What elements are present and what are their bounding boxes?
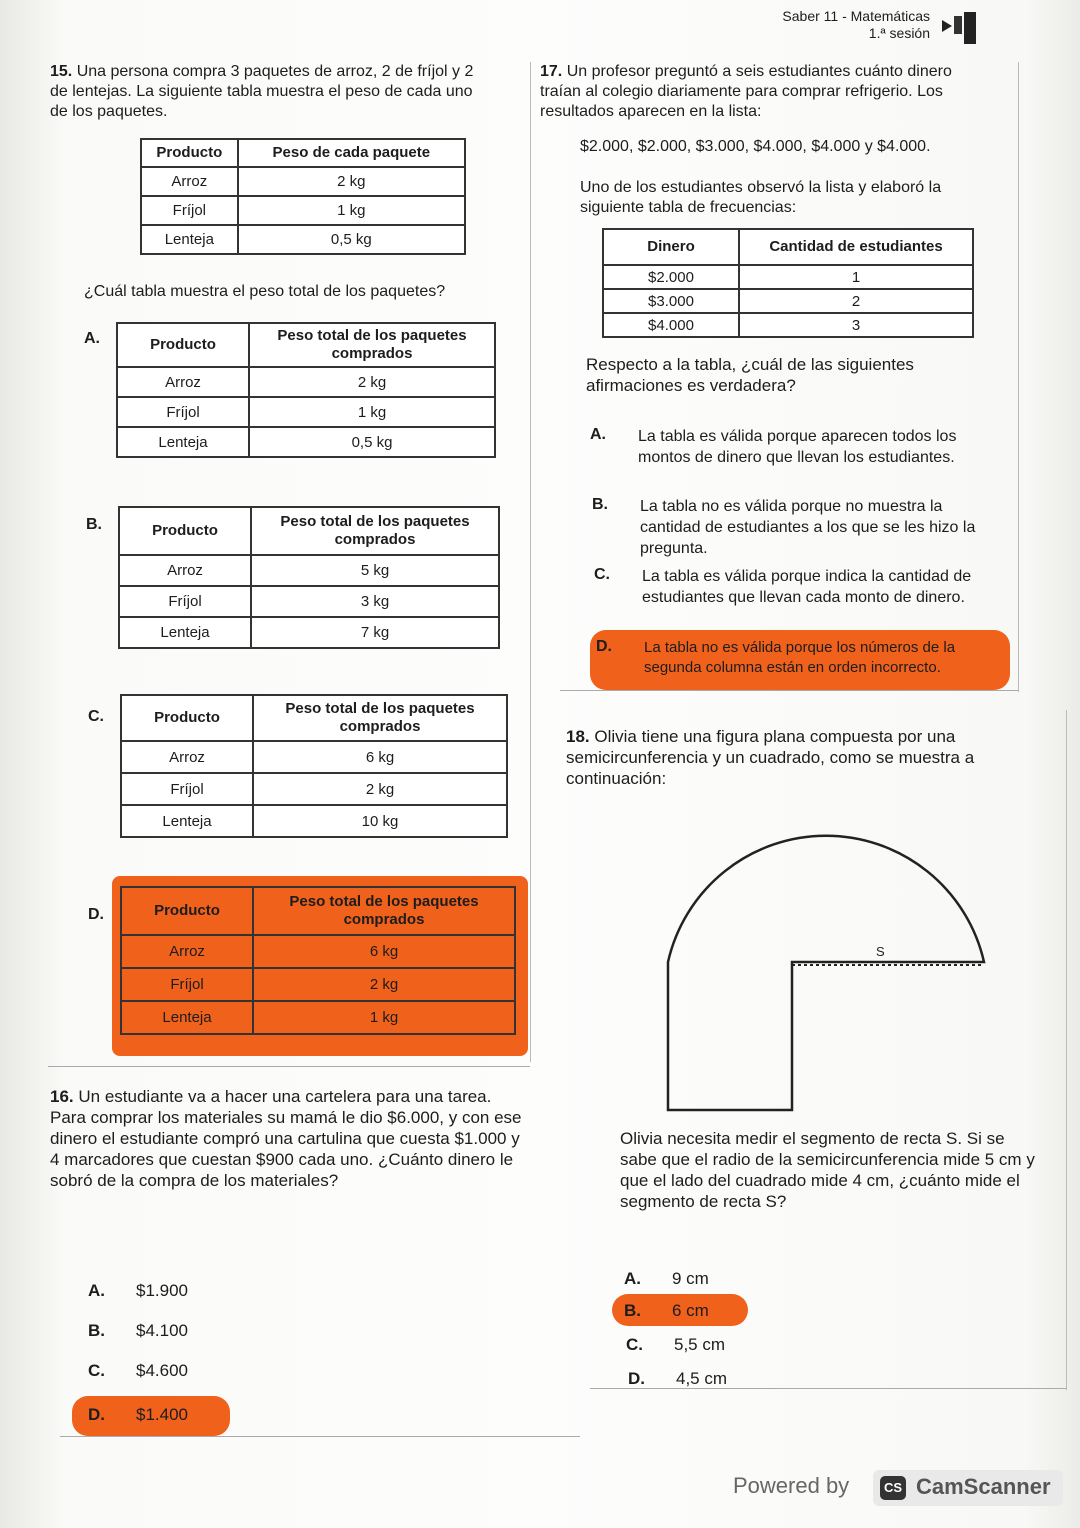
table-header: Producto [117,323,249,367]
option-text: La tabla es válida porque aparecen todos los montos de dinero que llevan los estudiantes. [638,428,957,466]
table-cell: 5 kg [251,555,499,586]
q15-option-a-table[interactable] [116,322,496,458]
option-letter: C. [88,1361,105,1380]
q15-weights-table [140,138,466,255]
option-text: La tabla no es válida porque no muestra la cantidad de estudiantes a los que se les hizo la pregunta. [640,498,976,557]
table-cell: 0,5 kg [249,427,495,457]
option-text: La tabla es válida porque indica la cantidad de estudiantes que llevan cada monto de dinero. [642,568,972,606]
table-cell: Fríjol [141,196,238,225]
table-header: Peso de cada paquete [238,139,465,167]
table-cell: $2.000 [603,265,739,289]
option-letter: A. [624,1269,641,1288]
table-cell: Arroz [119,555,251,586]
q18-text: Olivia tiene una figura plana compuesta por una semicircunferencia y un cuadrado, como se muestra a continuación: [566,727,975,788]
semicircle-square-figure [650,800,1000,1120]
option-text: $4.100 [136,1321,188,1340]
q16-option-a[interactable] [88,1280,188,1302]
q16-option-b[interactable] [88,1320,188,1342]
table-cell: Fríjol [117,397,249,427]
option-letter: C. [594,566,610,583]
table-header: Producto [121,695,253,741]
table-header: Producto [141,139,238,167]
q17-option-d[interactable] [596,638,1006,678]
q16-text: Un estudiante va a hacer una cartelera para una tarea. Para comprar los materiales su mamá le dio $6.000, y con ese dinero el estudiante compró una cartulina que cuesta $1.000 y 4 marcadores que cuestan $900 cada uno. ¿Cuánto dinero le sobró de la compra de los materiales? [50,1087,522,1190]
q15-question: ¿Cuál tabla muestra el peso total de los paquetes? [84,283,446,300]
q18-number: 18. [566,727,590,746]
q16-number: 16. [50,1087,74,1106]
right-border-lower [1066,710,1067,1390]
table-cell: Arroz [141,167,238,196]
q17-frequency-table [602,228,974,338]
q15-option-b-label: B. [86,516,102,533]
q15-text: Una persona compra 3 paquetes de arroz, 2 de fríjol y 2 de lentejas. La siguiente tabla muestra el peso de cada uno de los paquetes. [50,63,474,120]
table-cell: Arroz [117,367,249,397]
option-letter: A. [590,426,606,443]
q15-stem [50,62,490,122]
table-cell: Lenteja [141,225,238,254]
column-divider [530,62,531,1062]
q18-option-c[interactable] [626,1334,725,1356]
q17-list: $2.000, $2.000, $3.000, $4.000, $4.000 y $4.000. [580,138,931,155]
page-header [782,8,930,42]
q15-option-a-label: A. [84,330,100,347]
header-session: 1.ª sesión [868,25,930,41]
option-text: $1.900 [136,1281,188,1300]
powered-by-text: Powered by [733,1473,850,1498]
table-cell: Lenteja [119,617,251,648]
table-cell: Lenteja [117,427,249,457]
bookmark-icon [940,10,980,46]
table-cell: 7 kg [251,617,499,648]
table-cell: 6 kg [253,935,515,968]
divider-q16 [60,1436,580,1437]
q17-option-a[interactable] [590,426,1000,468]
q17-text: Un profesor preguntó a seis estudiantes cuánto dinero traían al colegio diariamente para comprar refrigerio. Los resultados aparecen en la lista: [540,63,952,120]
table-cell: 1 kg [253,1001,515,1034]
q18-option-d[interactable] [628,1368,727,1390]
divider-q17 [560,690,1018,691]
q18-stem [566,726,1010,789]
q17-number: 17. [540,63,563,80]
q15-option-d-table[interactable] [120,886,516,1035]
q15-number: 15. [50,63,73,80]
table-header: Cantidad de estudiantes [739,229,973,265]
q17-option-b[interactable] [592,496,1002,559]
table-cell: 2 kg [253,968,515,1001]
option-letter: A. [88,1281,105,1300]
table-cell: Arroz [121,741,253,773]
option-letter: D. [88,1405,105,1424]
table-cell: 2 kg [249,367,495,397]
q17-text2: Uno de los estudiantes observó la lista y elaboró la siguiente tabla de frecuencias: [580,179,942,216]
option-text: 5,5 cm [674,1335,726,1354]
option-letter: B. [88,1321,105,1340]
q18-option-b[interactable] [624,1300,709,1322]
option-letter: D. [596,638,612,655]
table-header: Peso total de los paquetes comprados [253,695,507,741]
table-cell: 3 [739,313,973,337]
option-text: 9 cm [672,1269,709,1288]
q17-question: Respecto a la tabla, ¿cuál de las siguientes afirmaciones es verdadera? [586,355,914,395]
header-subject: Saber 11 - Matemáticas [782,8,930,24]
option-letter: C. [626,1335,643,1354]
table-cell: Fríjol [119,586,251,617]
q15-option-d-label: D. [88,906,104,923]
table-cell: 2 kg [253,773,507,805]
q16-option-c[interactable] [88,1360,188,1382]
right-border [1018,62,1019,692]
segment-s-label: S [876,944,885,959]
divider-q15 [48,1066,530,1067]
q16-option-d[interactable] [88,1404,188,1426]
table-cell: $3.000 [603,289,739,313]
option-text: $1.400 [136,1405,188,1424]
table-cell: 0,5 kg [238,225,465,254]
q17-stem [540,62,970,122]
option-text: $4.600 [136,1361,188,1380]
option-letter: B. [592,496,608,513]
table-cell: 3 kg [251,586,499,617]
table-cell: $4.000 [603,313,739,337]
q17-option-c[interactable] [594,566,1004,608]
table-cell: 1 kg [249,397,495,427]
table-cell: 2 [739,289,973,313]
camscanner-icon: CS [880,1476,906,1500]
table-cell: 10 kg [253,805,507,837]
table-cell: 2 kg [238,167,465,196]
table-cell: Arroz [121,935,253,968]
q15-option-c-table[interactable] [120,694,508,838]
q15-option-b-table[interactable] [118,506,500,649]
q18-question: Olivia necesita medir el segmento de recta S. Si se sabe que el radio de la semicircunferencia mide 5 cm y que el lado del cuadrado mide 4 cm, ¿cuánto mide el segmento de recta S? [620,1129,1035,1211]
table-cell: Fríjol [121,773,253,805]
table-cell: Lenteja [121,805,253,837]
option-text: La tabla no es válida porque los números de la segunda columna están en orden incorrecto. [644,639,956,676]
table-header: Dinero [603,229,739,265]
table-header: Peso total de los paquetes comprados [251,507,499,555]
table-cell: 6 kg [253,741,507,773]
q18-option-a[interactable] [624,1268,709,1290]
table-cell: Lenteja [121,1001,253,1034]
table-cell: 1 kg [238,196,465,225]
q15-option-c-label: C. [88,708,104,725]
option-letter: B. [624,1301,641,1320]
table-cell: Fríjol [121,968,253,1001]
table-header: Producto [121,887,253,935]
camscanner-brand: CamScanner [916,1474,1051,1499]
q16-stem [50,1086,524,1191]
option-text: 6 cm [672,1301,709,1320]
option-letter: D. [628,1369,645,1388]
table-header: Peso total de los paquetes comprados [253,887,515,935]
option-text: 4,5 cm [676,1369,728,1388]
table-cell: 1 [739,265,973,289]
table-header: Peso total de los paquetes comprados [249,323,495,367]
table-header: Producto [119,507,251,555]
